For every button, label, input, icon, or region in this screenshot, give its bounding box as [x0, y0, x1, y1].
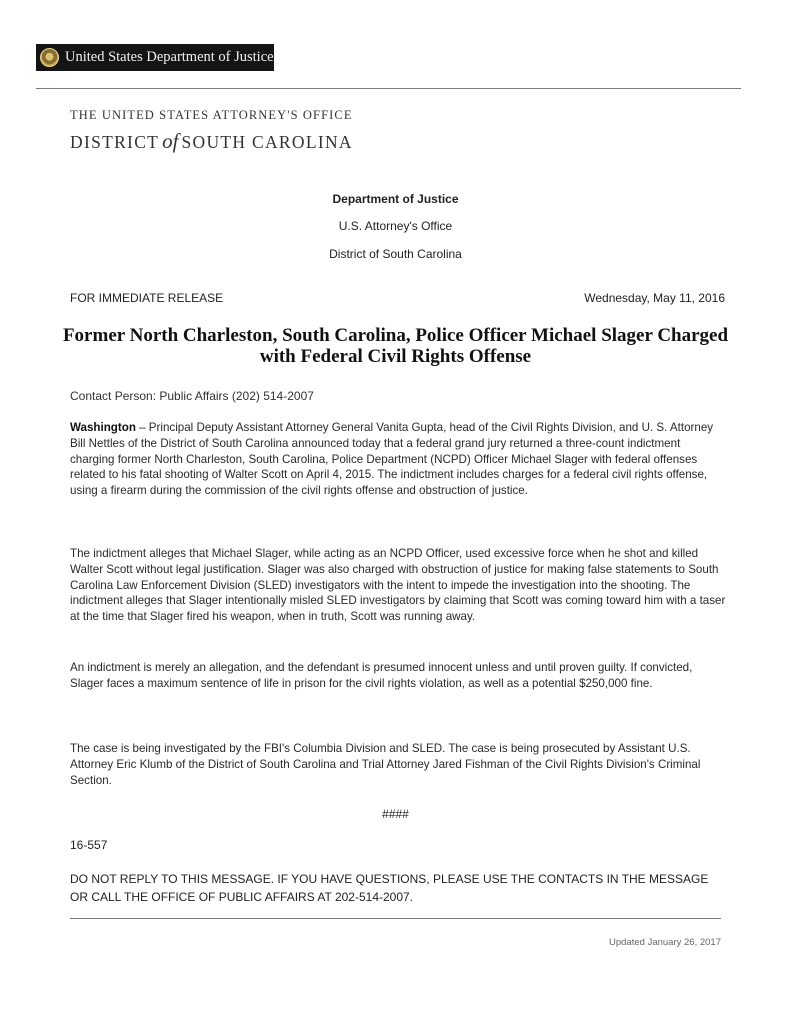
department-heading: Department of Justice [332, 192, 459, 206]
document-number: 16-557 [70, 838, 108, 852]
disclaimer: DO NOT REPLY TO THIS MESSAGE. IF YOU HAVE QUESTIONS, PLEASE USE THE CONTACTS IN THE MESSAGE OR CALL THE OFFICE OF PUBLIC AFFAIRS AT 202-514-2007. [70, 872, 709, 904]
end-marker: #### [382, 807, 409, 821]
office-heading: U.S. Attorney's Office [338, 219, 453, 233]
paragraph-1-text: – Principal Deputy Assistant Attorney General Vanita Gupta, head of the Civil Rights Division, and U. S. Attorney Bill Nettles of the District of South Carolina announced today that a federal grand jury returned a three-count indictment charging former North Charleston, South Carolina, Police Department (NCPD) Officer Michael Slager with federal offenses related to his fatal shooting of Walter Scott on April 4, 2015. The indictment includes charges for a federal civil rights offense, using a firearm during the commission of the civil rights offense and obstruction of justice. [70, 421, 714, 498]
doj-seal-icon [40, 48, 59, 67]
contact-person: Contact Person: Public Affairs (202) 514-2007 [70, 389, 314, 403]
bottom-divider [70, 918, 721, 919]
body-paragraph-2: The indictment alleges that Michael Slager, while acting as an NCPD Officer, used excessive force when he shot and killed Walter Scott without legal justification. Slager was also charged with obstruction of justice for making false statements to South Carolina Law Enforcement Division (SLED) investigators with the intent to impede the investigation into the shooting. The indictment alleges that Slager intentionally misled SLED investigators by claiming that Scott was coming toward him with a taser at the time that Slager fired his weapon, when in truth, Scott was running away. [70, 547, 726, 624]
body-paragraph-3: An indictment is merely an allegation, and the defendant is presumed innocent unless and until proven guilty. If convicted, Slager faces a maximum sentence of life in prison for the civil rights violation, as well as a potential $250,000 fine. [70, 661, 693, 690]
district-of: of [162, 129, 179, 153]
top-divider [36, 88, 741, 89]
doj-banner [36, 44, 274, 71]
district-name: SOUTH CAROLINA [181, 132, 353, 152]
release-label: FOR IMMEDIATE RELEASE [70, 291, 224, 305]
district-prefix: DISTRICT [70, 132, 160, 152]
body-paragraph-4: The case is being investigated by the FBI's Columbia Division and SLED. The case is being prosecuted by Assistant U.S. Attorney Eric Klumb of the District of South Carolina and Trial Attorney Jared Fishman of the Civil Rights Division's Criminal Section. [70, 742, 701, 787]
district-heading: District of South Carolina [329, 247, 462, 261]
banner-title: United States Department of Justice [65, 49, 274, 65]
release-date: Wednesday, May 11, 2016 [584, 291, 725, 305]
body-paragraph-1 [70, 420, 726, 499]
district-title [70, 129, 353, 154]
press-release-headline: Former North Charleston, South Carolina, Police Officer Michael Slager Charged with Federal Civil Rights Offense [62, 325, 729, 367]
updated-date: Updated January 26, 2017 [609, 937, 721, 948]
office-title: THE UNITED STATES ATTORNEY'S OFFICE [70, 108, 353, 122]
dateline: Washington [70, 421, 136, 434]
